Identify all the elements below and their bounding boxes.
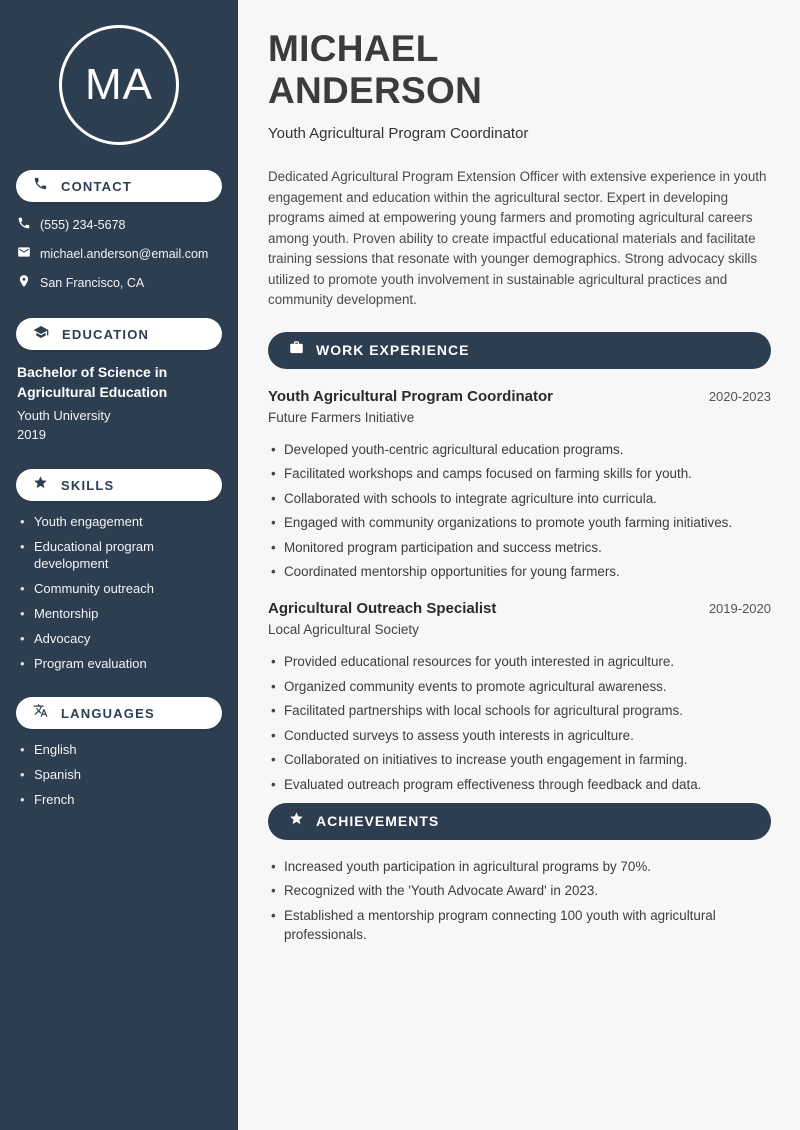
name-line-1: MICHAEL xyxy=(268,28,439,69)
skill-item: • Program evaluation xyxy=(20,655,222,672)
job-bullet: • Organized community events to promote agricultural awareness. xyxy=(271,677,771,696)
job-entry xyxy=(268,388,771,582)
education-heading: EDUCATION xyxy=(62,326,150,342)
job-dates: 2019-2020 xyxy=(708,601,771,616)
job-bullet: • Provided educational resources for youth interested in agriculture. xyxy=(271,652,771,671)
job-header xyxy=(268,600,771,617)
job-bullet: • Developed youth-centric agricultural education programs. xyxy=(271,440,771,459)
email-address: michael.anderson@email.com xyxy=(40,247,209,261)
job-bullet-list xyxy=(268,652,771,794)
job-bullet: • Monitored program participation and success metrics. xyxy=(271,538,771,557)
location-pin-icon xyxy=(16,274,31,293)
phone-icon xyxy=(16,216,31,235)
skill-item: • Mentorship xyxy=(20,605,222,622)
education-degree: Bachelor of Science in Agricultural Education xyxy=(17,364,168,400)
person-job-title: Youth Agricultural Program Coordinator xyxy=(268,125,529,142)
education-entry xyxy=(16,363,222,444)
work-experience-heading: WORK EXPERIENCE xyxy=(316,342,470,358)
achievements-list xyxy=(268,857,771,944)
education-school: Youth University xyxy=(17,408,111,423)
job-bullet: • Collaborated with schools to integrate agriculture into curricula. xyxy=(271,489,771,508)
job-company: Local Agricultural Society xyxy=(268,622,419,637)
contact-heading: CONTACT xyxy=(61,178,132,194)
languages-list xyxy=(16,741,222,808)
contact-email-row xyxy=(16,244,222,264)
work-experience-section-header xyxy=(268,332,771,369)
language-item: • English xyxy=(20,741,222,758)
star-icon xyxy=(289,811,304,831)
job-bullet: • Coordinated mentorship opportunities for young farmers. xyxy=(271,562,771,581)
contact-section-header xyxy=(16,170,222,202)
skills-heading: SKILLS xyxy=(61,477,115,493)
job-header xyxy=(268,388,771,405)
phone-number: (555) 234-5678 xyxy=(40,218,126,232)
achievement-bullet: • Increased youth participation in agricultural programs by 70%. xyxy=(271,857,771,876)
location-text: San Francisco, CA xyxy=(40,276,145,290)
job-title: Agricultural Outreach Specialist xyxy=(268,600,497,617)
contact-location-row xyxy=(16,273,222,293)
sidebar xyxy=(0,0,238,1130)
avatar xyxy=(59,25,179,145)
achievements-heading: ACHIEVEMENTS xyxy=(316,813,440,829)
job-bullet: • Conducted surveys to assess youth interests in agriculture. xyxy=(271,726,771,745)
education-year: 2019 xyxy=(17,427,46,442)
achievement-bullet: • Established a mentorship program connecting 100 youth with agricultural professionals. xyxy=(271,906,771,944)
skills-list xyxy=(16,513,222,672)
star-icon xyxy=(33,475,48,495)
job-bullet-list xyxy=(268,440,771,582)
education-section-header xyxy=(16,318,222,350)
translate-icon xyxy=(33,703,48,723)
achievement-bullet: • Recognized with the 'Youth Advocate Award' in 2023. xyxy=(271,881,771,900)
language-item: • Spanish xyxy=(20,766,222,783)
job-dates: 2020-2023 xyxy=(708,388,771,404)
skill-item: • Youth engagement xyxy=(20,513,222,530)
languages-section-header xyxy=(16,697,222,729)
skill-item: • Community outreach xyxy=(20,580,222,597)
job-bullet: • Facilitated partnerships with local schools for agricultural programs. xyxy=(271,701,771,720)
name-line-2: ANDERSON xyxy=(268,70,483,111)
achievements-section-header xyxy=(268,803,771,840)
languages-heading: LANGUAGES xyxy=(61,705,155,721)
language-item: • French xyxy=(20,791,222,808)
skill-item: • Educational program development xyxy=(20,538,222,572)
main-content xyxy=(238,0,800,1130)
person-name xyxy=(268,28,771,112)
job-company: Future Farmers Initiative xyxy=(268,409,415,425)
job-bullet: • Collaborated on initiatives to increase youth engagement in farming. xyxy=(271,750,771,769)
skills-section-header xyxy=(16,469,222,501)
job-bullet: • Engaged with community organizations to promote youth farming initiatives. xyxy=(271,513,771,532)
mail-icon xyxy=(16,245,31,264)
contact-list xyxy=(16,215,222,293)
skill-item: • Advocacy xyxy=(20,630,222,647)
job-title: Youth Agricultural Program Coordinator xyxy=(268,387,554,405)
professional-summary: Dedicated Agricultural Program Extension Officer with extensive experience in youth engagement and education within the agricultural sector. Expert in developing programs aimed at empowering young farmers and promoting agricultural careers among youth. Proven ability to create impactful educational materials and facilitate training sessions that resonate with younger demographics. Strong advocacy skills utilized to promote youth involvement in sustainable agricultural practices and community development. xyxy=(268,169,767,307)
contact-phone-row xyxy=(16,215,222,235)
job-bullet: • Evaluated outreach program effectiveness through feedback and data. xyxy=(271,775,771,794)
phone-icon xyxy=(33,176,48,196)
briefcase-icon xyxy=(289,340,304,360)
job-entry xyxy=(268,600,771,794)
avatar-initials: MA xyxy=(85,60,153,109)
graduation-cap-icon xyxy=(33,324,49,345)
job-bullet: • Facilitated workshops and camps focused on farming skills for youth. xyxy=(271,464,771,483)
